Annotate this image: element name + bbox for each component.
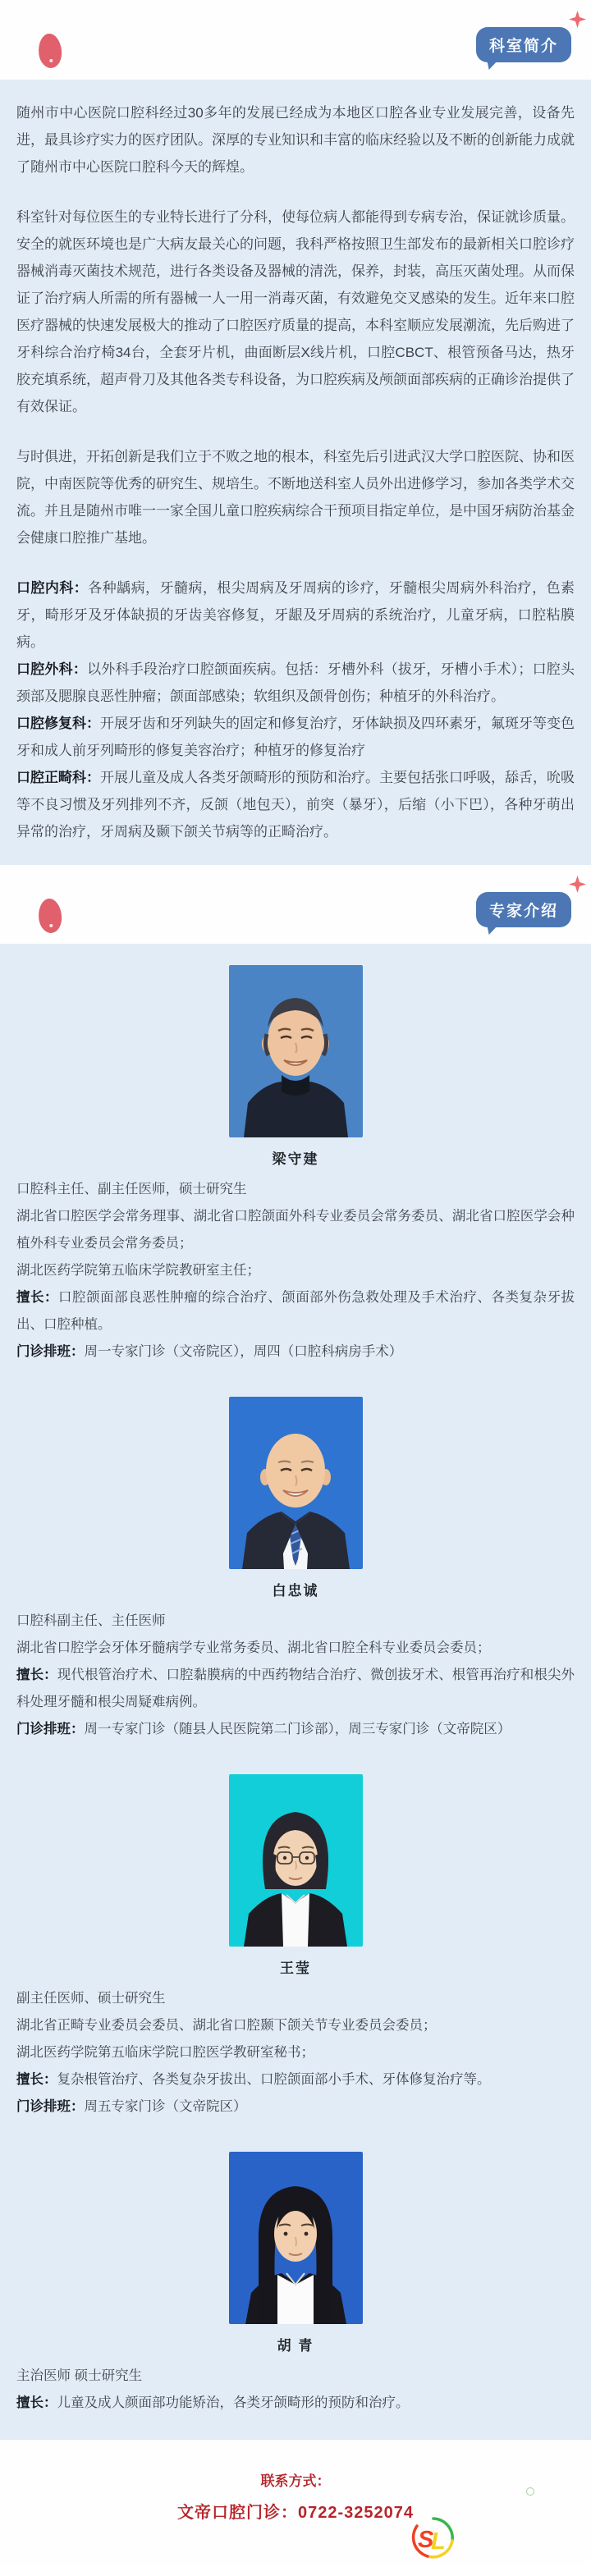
section-badge-intro: 科室简介	[476, 27, 571, 62]
section-header-experts	[0, 865, 591, 944]
doctor-specialty: 擅长：现代根管治疗术、口腔黏膜病的中西药物结合治疗、微创拔牙术、根管再治疗和根尖外科处理牙髓和根尖周疑难病例。	[16, 1668, 575, 1709]
doctor-photo	[229, 2152, 363, 2324]
dept-name: 口腔正畸科：	[16, 770, 100, 785]
dept-desc: 开展儿童及成人各类牙颌畸形的预防和治疗。主要包括张口呼吸，舔舌，吮吸等不良习惯及牙列排列不齐，反颌（地包天），前突（暴牙），后缩（小下巴），各种牙萌出异常的治疗，牙周病及颞下颌关节病等的正畸治疗。	[16, 770, 575, 840]
doctor-photo	[229, 1774, 363, 1947]
doctor-specialty: 擅长：复杂根管治疗、各类复杂牙拔出、口腔颌面部小手术、牙体修复治疗等。	[16, 2072, 491, 2087]
dept-internal-medicine	[16, 574, 575, 656]
doctor-info	[0, 1168, 591, 1379]
doctor-title: 主治医师 硕士研究生	[16, 2368, 143, 2383]
mini-ring-decoration	[526, 2487, 534, 2496]
doctor-info	[0, 1599, 591, 1756]
doctor-title: 湖北医药学院第五临床学院教研室主任；	[16, 1263, 260, 1278]
doctor-specialty: 擅长：口腔颌面部良恶性肿瘤的综合治疗、颌面部外伤急救处理及手术治疗、各类复杂牙拔出、口腔种植。	[16, 1290, 575, 1332]
dept-name: 口腔外科：	[16, 661, 88, 677]
red-dot-decoration	[37, 898, 63, 935]
doctor-title: 湖北省正畸专业委员会委员、湖北省口腔颞下颌关节专业委员会委员；	[16, 2018, 437, 2033]
intro-panel	[0, 80, 591, 865]
dept-desc: 开展牙齿和牙列缺失的固定和修复治疗，牙体缺损及四环素牙，氟斑牙等变色牙和成人前牙列畸形的修复美容治疗；种植牙的修复治疗	[16, 716, 575, 758]
hospital-logo-icon	[410, 2515, 456, 2561]
sparkle-icon	[569, 11, 586, 28]
dept-prosthodontics	[16, 710, 575, 764]
doctor-card	[0, 2152, 591, 2430]
sparkle-icon	[569, 876, 586, 893]
doctor-schedule: 门诊排班：周五专家门诊（文帝院区）	[16, 2099, 247, 2114]
dept-orthodontics	[16, 764, 575, 845]
experts-panel	[0, 944, 591, 2440]
doctor-photo	[229, 965, 363, 1137]
doctor-schedule: 门诊排班：周一专家门诊（随县人民医院第二门诊部），周三专家门诊（文帝院区）	[16, 1722, 511, 1736]
doctor-name: 梁守建	[272, 1151, 319, 1167]
dept-name: 口腔内科：	[16, 580, 89, 596]
doctor-specialty: 擅长：儿童及成人颜面部功能矫治，各类牙颌畸形的预防和治疗。	[16, 2395, 410, 2410]
doctor-name: 白忠诚	[272, 1583, 319, 1599]
dept-desc: 以外科手段治疗口腔颌面疾病。包括：牙槽外科（拔牙，牙槽小手术）；口腔头颈部及腮腺良恶性肿瘤；颌面部感染；软组织及颌骨创伤；种植牙的外科治疗。	[16, 661, 575, 704]
doctor-info	[0, 1977, 591, 2134]
dept-surgery	[16, 656, 575, 710]
red-dot-decoration	[37, 33, 63, 70]
svg-text:S: S	[418, 2527, 434, 2553]
doctor-card	[0, 965, 591, 1379]
section-badge-experts: 专家介绍	[476, 892, 571, 927]
intro-paragraph: 科室针对每位医生的专业特长进行了分科，使每位病人都能得到专病专治，保证就诊质量。安全的就医环境也是广大病友最关心的问题，我科严格按照卫生部发布的最新相关口腔诊疗器械消毒灭菌技术规范，进行各类设备及器械的清洗，保养，封装，高压灭菌处理。从而保证了治疗病人所需的所有器械一人一用一消毒灭菌，有效避免交叉感染的发生。近年来口腔医疗器械的快速发展极大的推动了口腔医疗质量的提高，本科室顺应发展潮流，先后购进了牙科综合治疗椅34台，全套牙片机，曲面断层X线片机，口腔CBCT、根管预备马达，热牙胶充填系统，超声骨刀及其他各类专科设备，为口腔疾病及颅颌面部疾病的正确诊治提供了有效保证。	[16, 209, 575, 414]
dept-desc: 各种龋病，牙髓病，根尖周病及牙周病的诊疗，牙髓根尖周病外科治疗，色素牙，畸形牙及牙体缺损的牙齿美容修复，牙龈及牙周病的系统治疗，儿童牙病，口腔粘膜病。	[16, 580, 575, 650]
doctor-title: 湖北医药学院第五临床学院口腔医学教研室秘书；	[16, 2045, 314, 2060]
doctor-title: 口腔科主任、副主任医师，硕士研究生	[16, 1182, 247, 1196]
doctor-name: 胡 青	[277, 2338, 314, 2354]
dept-name: 口腔修复科：	[16, 716, 100, 731]
doctor-photo	[229, 1397, 363, 1569]
contact-phone: 文帝口腔门诊：0722-3252074	[176, 2504, 414, 2522]
section-badge-wrap	[476, 27, 571, 62]
section-header-intro	[0, 0, 591, 80]
doctor-title: 湖北省口腔学会牙体牙髓病学专业常务委员、湖北省口腔全科专业委员会委员；	[16, 1640, 491, 1655]
doctor-card	[0, 1774, 591, 2134]
footer	[0, 2440, 591, 2566]
doctor-name: 王莹	[280, 1961, 311, 1976]
intro-paragraph: 与时俱进，开拓创新是我们立于不败之地的根本，科室先后引进武汉大学口腔医院、协和医院，中南医院等优秀的研究生、规培生。不断地送科室人员外出进修学习，参加各类学术交流。并且是随州市唯一一家全国儿童口腔疾病综合干预项目指定单位，是中国牙病防治基金会健康口腔推广基地。	[16, 449, 575, 546]
intro-paragraph: 随州市中心医院口腔科经过30多年的发展已经成为本地区口腔各业专业发展完善，设备先进，最具诊疗实力的医疗团队。深厚的专业知识和丰富的临床经验以及不断的创新能力成就了随州市中心医院口腔科今天的辉煌。	[16, 105, 575, 175]
contact-title: 联系方式：	[260, 2473, 331, 2489]
doctor-card	[0, 1397, 591, 1756]
doctor-title: 口腔科副主任、主任医师	[16, 1613, 166, 1628]
svg-text:L: L	[431, 2528, 446, 2555]
doctor-info	[0, 2354, 591, 2430]
section-badge-wrap	[476, 892, 571, 927]
doctor-title: 湖北省口腔医学会常务理事、湖北省口腔颌面外科专业委员会常务委员、湖北省口腔医学会种植外科专业委员会常务委员；	[16, 1209, 575, 1251]
doctor-schedule: 门诊排班：周一专家门诊（文帝院区），周四（口腔科病房手术）	[16, 1344, 403, 1359]
doctor-title: 副主任医师、硕士研究生	[16, 1991, 166, 2006]
